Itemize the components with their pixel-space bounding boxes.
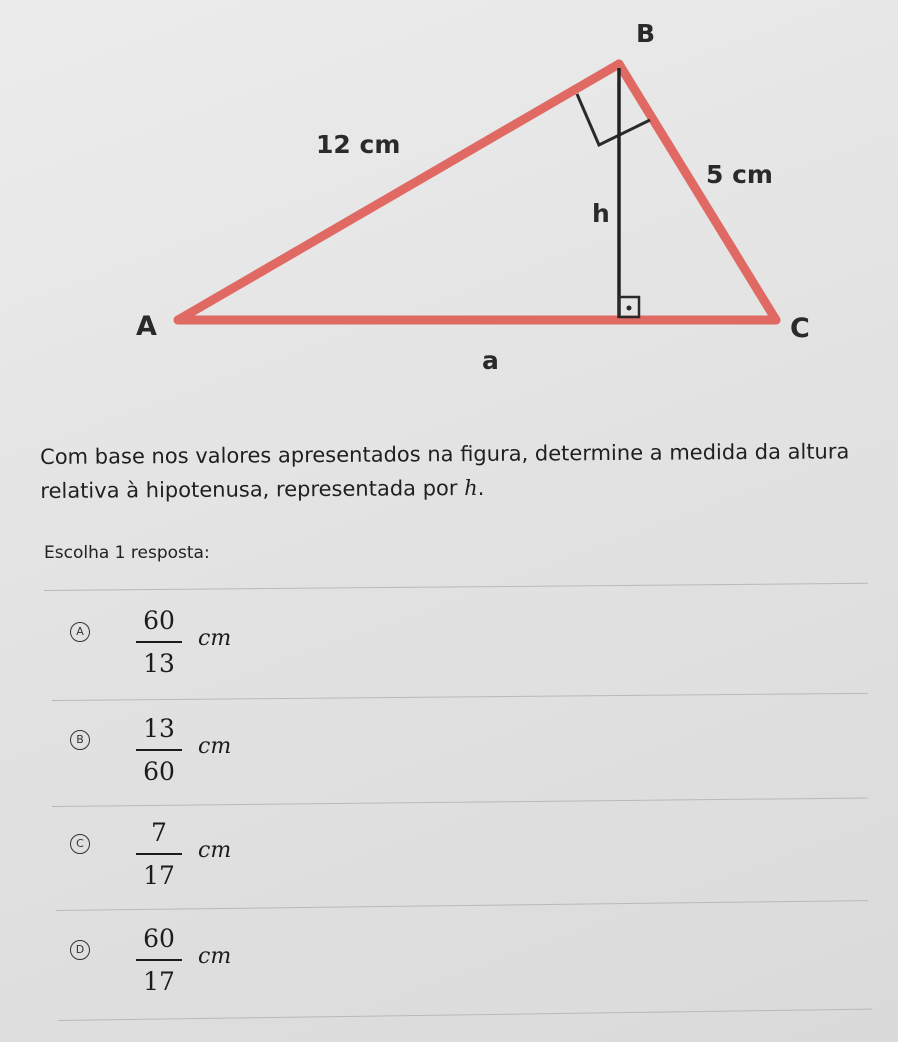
numerator-c: 7 — [151, 818, 167, 847]
numerator-b: 13 — [143, 714, 175, 743]
leg-bc — [619, 64, 776, 320]
option-a[interactable] — [58, 604, 858, 696]
radio-a[interactable]: A — [70, 622, 90, 642]
answer-prompt: Escolha 1 resposta: — [44, 543, 210, 563]
question-variable: h — [464, 475, 478, 501]
side-bc-label: 5 cm — [706, 160, 773, 189]
hypotenuse-label: a — [482, 346, 499, 375]
numerator-d: 60 — [143, 924, 175, 953]
denominator-c: 17 — [143, 861, 175, 890]
fraction-b — [136, 712, 182, 789]
vertex-c-label: C — [790, 313, 810, 344]
radio-c[interactable]: C — [70, 834, 90, 854]
option-c[interactable] — [58, 816, 858, 908]
numerator-a: 60 — [143, 606, 175, 635]
unit-b: cm — [198, 734, 232, 759]
option-b[interactable] — [58, 712, 858, 804]
divider — [44, 583, 868, 591]
fraction-bar-d — [136, 959, 182, 961]
option-d[interactable] — [58, 922, 858, 1014]
fraction-a — [136, 604, 182, 681]
fraction-bar-b — [136, 749, 182, 751]
fraction-c — [136, 816, 182, 893]
radio-d[interactable]: D — [70, 940, 90, 960]
denominator-a: 13 — [143, 649, 175, 678]
leg-ab — [178, 64, 619, 320]
unit-a: cm — [198, 626, 232, 651]
denominator-b: 60 — [143, 757, 175, 786]
triangle-figure — [0, 0, 898, 440]
question-body: Com base nos valores apresentados na figura, determine a medida da altura relativa à hipotenusa, representada por — [40, 439, 850, 503]
radio-b[interactable]: B — [70, 730, 90, 750]
vertex-a-label: A — [136, 311, 157, 342]
fraction-d — [136, 922, 182, 999]
vertex-b-label: B — [636, 19, 656, 48]
question-text — [40, 434, 860, 508]
unit-d: cm — [198, 944, 232, 969]
side-ab-label: 12 cm — [316, 130, 401, 159]
right-angle-dot — [627, 306, 632, 311]
fraction-bar-a — [136, 641, 182, 643]
fraction-bar-c — [136, 853, 182, 855]
unit-c: cm — [198, 838, 232, 863]
height-label: h — [592, 199, 610, 228]
denominator-d: 17 — [143, 967, 175, 996]
question-end: . — [477, 475, 485, 500]
